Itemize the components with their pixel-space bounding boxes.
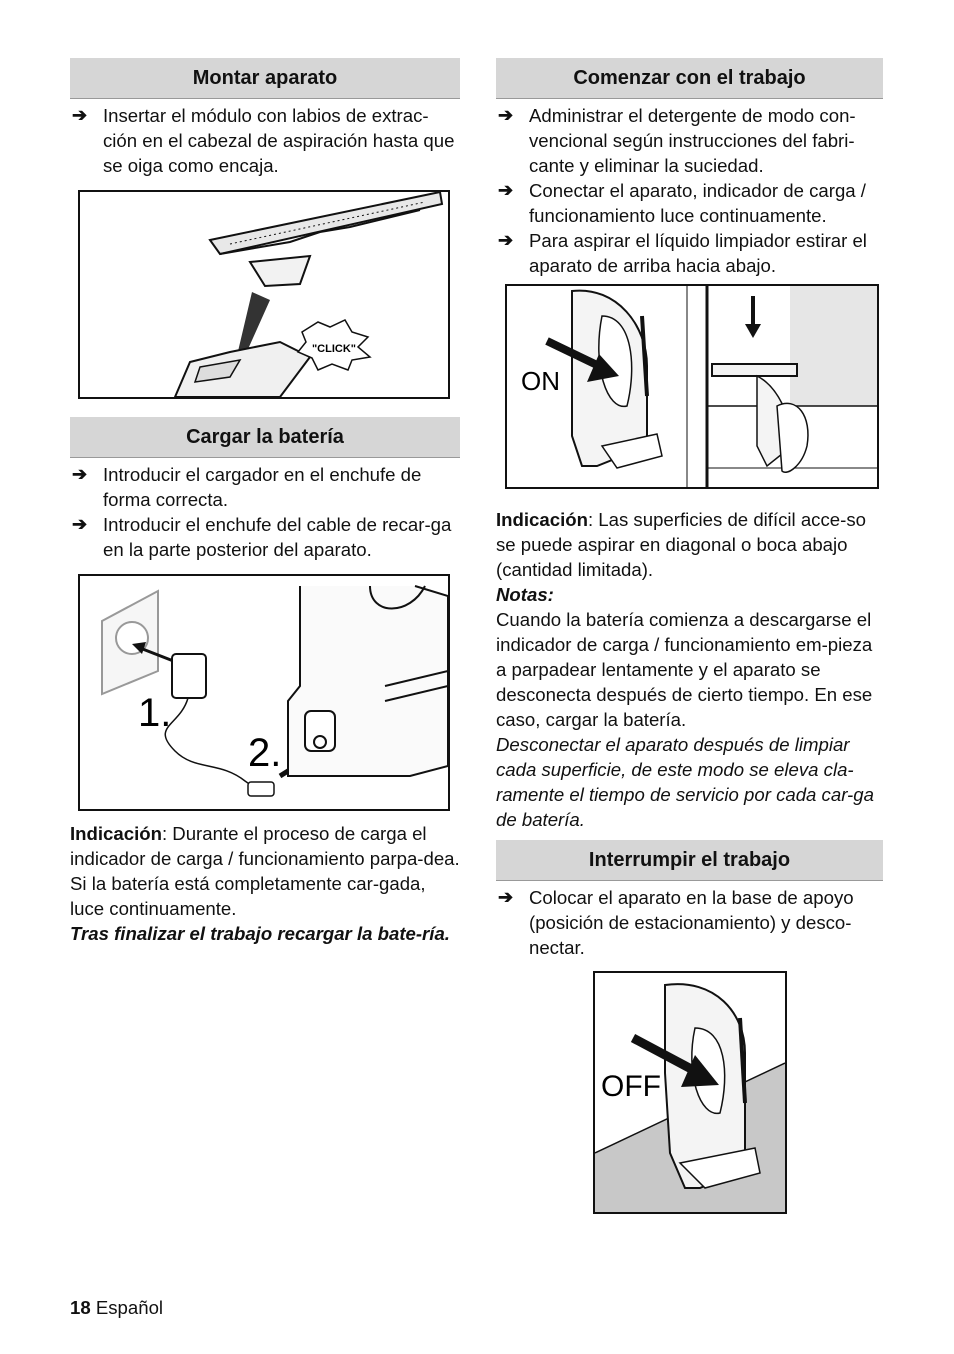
click-label: "CLICK" (311, 343, 357, 355)
page-number: 18 (70, 1297, 91, 1318)
list-item (70, 512, 460, 562)
notas-text: Cuando la batería comienza a descargarse el indicador de carga / funcionamiento em-pieza a parpadear lentamente y el aparato se desconecta después de cierto tiempo. En ese caso, cargar la batería. (496, 609, 873, 730)
step-text: Introducir el cargador en el enchufe de forma correcta. (103, 464, 422, 510)
right-column (496, 58, 883, 1214)
list-item (496, 103, 883, 178)
indicacion-left (70, 821, 460, 921)
indicacion-text: : Las superficies de difícil acce-so se puede aspirar en diagonal o boca abajo (cantidad limitada). (496, 509, 866, 580)
arrow-right-icon: ➔ (498, 887, 514, 907)
list-item (70, 103, 460, 178)
section-title-montar: Montar aparato (70, 58, 460, 99)
list-item (70, 462, 460, 512)
arrow-right-icon: ➔ (498, 180, 514, 200)
cargar-steps (70, 462, 460, 562)
arrow-right-icon: ➔ (72, 464, 88, 484)
interrumpir-steps (496, 885, 883, 960)
montar-steps (70, 103, 460, 178)
indicacion-right (496, 507, 883, 582)
notas-italic: Desconectar el aparato después de limpiar cada superficie, de este modo se eleva cla-ramente el tiempo de servicio por cada car-ga de batería. (496, 734, 874, 830)
indicacion-text: : Durante el proceso de carga el indicador de carga / funcionamiento parpa-dea. Si la batería está completamente car-gada, luce continuamente. (70, 823, 460, 919)
arrow-right-icon: ➔ (72, 514, 88, 534)
step-text: Conectar el aparato, indicador de carga / funcionamiento luce continuamente. (529, 180, 866, 226)
step-1-label: 1. (138, 691, 172, 735)
arrow-right-icon: ➔ (498, 105, 514, 125)
step-text: Insertar el módulo con labios de extrac-ción en el cabezal de aspiración hasta que se oiga como encaja. (103, 105, 455, 176)
step-text: Introducir el enchufe del cable de recar-ga en la parte posterior del aparato. (103, 514, 452, 560)
arrow-right-icon: ➔ (498, 230, 514, 250)
figure-start-work (505, 284, 879, 489)
on-label: ON (521, 366, 560, 396)
section-title-cargar: Cargar la batería (70, 417, 460, 458)
left-column (70, 58, 460, 946)
step-text: Para aspirar el líquido limpiador estirar el aparato de arriba hacia abajo. (529, 230, 867, 276)
figure-stop-work (593, 971, 787, 1214)
section-title-comenzar: Comenzar con el trabajo (496, 58, 883, 99)
page-footer (70, 1297, 163, 1319)
list-item (496, 178, 883, 228)
figure-charging (78, 574, 450, 811)
off-label: OFF (601, 1070, 661, 1103)
list-item (496, 885, 883, 960)
comenzar-steps (496, 103, 883, 278)
step-text: Colocar el aparato en la base de apoyo (posición de estacionamiento) y desco-nectar. (529, 887, 854, 958)
indicacion-label: Indicación (70, 823, 162, 844)
step-2-label: 2. (248, 731, 282, 775)
indicacion-label: Indicación (496, 509, 588, 530)
figure-assembly (78, 190, 450, 399)
recharge-note: Tras finalizar el trabajo recargar la bate-ría. (70, 923, 450, 944)
footer-language: Español (95, 1297, 164, 1318)
arrow-right-icon: ➔ (72, 105, 88, 125)
section-title-interrumpir: Interrumpir el trabajo (496, 840, 883, 881)
list-item (496, 228, 883, 278)
step-text: Administrar el detergente de modo con-vencional según instrucciones del fabri-cante y eliminar la suciedad. (529, 105, 856, 176)
notas-label: Notas: (496, 584, 554, 605)
